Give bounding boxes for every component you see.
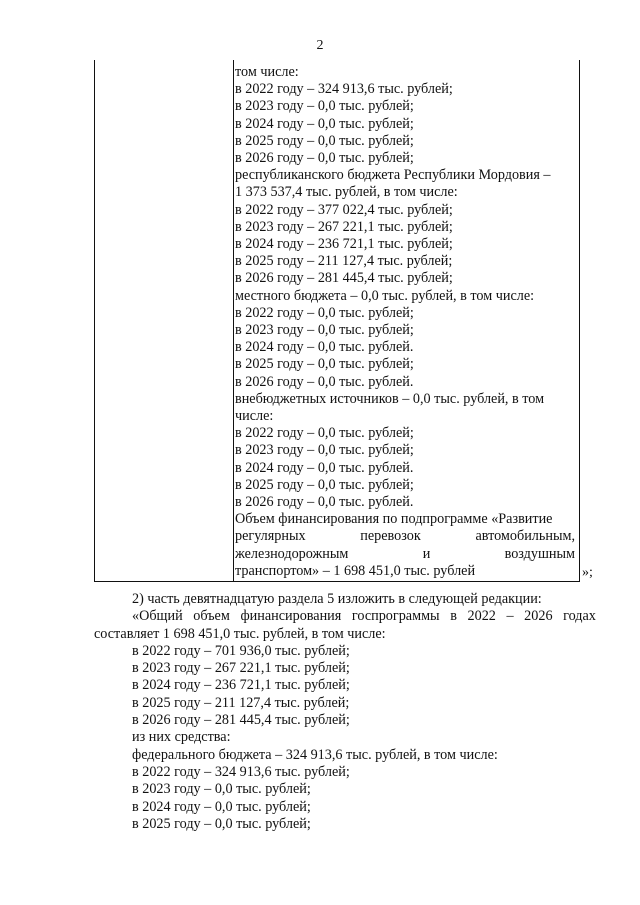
cell-line: в 2024 году – 236 721,1 тыс. рублей;	[235, 236, 453, 253]
cell-line: в 2024 году – 0,0 тыс. рублей.	[235, 339, 414, 356]
word: регулярных	[235, 528, 306, 545]
paragraph-justified-line	[94, 608, 596, 625]
cell-line: в 2023 году – 267 221,1 тыс. рублей;	[235, 218, 453, 235]
word: годах	[563, 608, 596, 625]
cell-line: в 2023 году – 0,0 тыс. рублей;	[235, 442, 414, 459]
cell-line: 1 373 537,4 тыс. рублей, в том числе:	[235, 184, 458, 201]
word: «Общий	[132, 608, 183, 625]
cell-line: в 2023 году – 0,0 тыс. рублей;	[235, 98, 414, 115]
total-year-line: в 2023 году – 267 221,1 тыс. рублей;	[132, 660, 350, 677]
total-year-line: в 2022 году – 701 936,0 тыс. рублей;	[132, 642, 350, 659]
total-year-line: в 2024 году – 236 721,1 тыс. рублей;	[132, 677, 350, 694]
cell-line: в 2026 году – 0,0 тыс. рублей.	[235, 373, 414, 390]
word: финансирования	[240, 608, 342, 625]
word: в	[450, 608, 457, 625]
page-number: 2	[316, 38, 324, 53]
cell-line: в 2024 году – 0,0 тыс. рублей.	[235, 459, 414, 476]
total-year-line: в 2025 году – 211 127,4 тыс. рублей;	[132, 694, 350, 711]
cell-line: в 2025 году – 211 127,4 тыс. рублей;	[235, 253, 453, 270]
column-divider	[233, 60, 234, 581]
of-them-line: из них средства:	[132, 729, 231, 746]
amendment-item: 2) часть девятнадцатую раздела 5 изложить в следующей редакции:	[132, 591, 542, 607]
cell-line: внебюджетных источников – 0,0 тыс. рублей, в том	[235, 390, 545, 407]
federal-year-line: в 2023 году – 0,0 тыс. рублей;	[132, 781, 311, 798]
financing-cell	[235, 64, 575, 580]
cell-line: в 2022 году – 0,0 тыс. рублей;	[235, 425, 414, 442]
word: 2022	[467, 608, 496, 625]
cell-line: в 2022 году – 0,0 тыс. рублей;	[235, 304, 414, 321]
cell-line: в 2026 году – 0,0 тыс. рублей.	[235, 494, 414, 511]
cell-line: в 2022 году – 324 913,6 тыс. рублей;	[235, 81, 453, 98]
cell-line: республиканского бюджета Республики Мордовия –	[235, 167, 551, 184]
cell-line: числе:	[235, 408, 274, 425]
total-year-line: в 2026 году – 281 445,4 тыс. рублей;	[132, 712, 350, 729]
cell-line: в 2026 году – 0,0 тыс. рублей;	[235, 150, 414, 167]
cell-justified-line	[235, 546, 575, 563]
cell-line: местного бюджета – 0,0 тыс. рублей, в том числе:	[235, 287, 535, 304]
word: и	[422, 545, 431, 562]
federal-year-line: в 2024 году – 0,0 тыс. рублей;	[132, 798, 311, 815]
cell-line: Объем финансирования по подпрограмме «Развитие	[235, 511, 553, 528]
federal-year-line: в 2025 году – 0,0 тыс. рублей;	[132, 815, 311, 832]
cell-line: в 2026 году – 281 445,4 тыс. рублей;	[235, 270, 453, 287]
cell-line: в 2024 году – 0,0 тыс. рублей;	[235, 115, 414, 132]
cell-justified-line	[235, 528, 575, 545]
word: 2026	[524, 608, 553, 625]
word: госпрограммы	[351, 608, 440, 625]
word: железнодорожным	[235, 545, 349, 562]
cell-line: в 2025 году – 0,0 тыс. рублей;	[235, 356, 414, 373]
cell-line: в 2022 году – 377 022,4 тыс. рублей;	[235, 201, 453, 218]
word: –	[506, 608, 514, 625]
word: объем	[193, 608, 230, 625]
word: воздушным	[504, 545, 575, 562]
paragraph-line: составляет 1 698 451,0 тыс. рублей, в том числе:	[94, 625, 386, 642]
closing-quote-mark: »;	[582, 565, 593, 580]
cell-line: в 2023 году – 0,0 тыс. рублей;	[235, 322, 414, 339]
body-text	[94, 591, 596, 833]
word: перевозок	[360, 528, 421, 545]
cell-line: том числе:	[235, 64, 299, 80]
passport-table	[94, 60, 580, 582]
federal-year-line: в 2022 году – 324 913,6 тыс. рублей;	[132, 763, 350, 780]
cell-line: в 2025 году – 0,0 тыс. рублей;	[235, 132, 414, 149]
word: автомобильным,	[475, 528, 575, 545]
cell-line: в 2025 году – 0,0 тыс. рублей;	[235, 476, 414, 493]
cell-line: транспортом» – 1 698 451,0 тыс. рублей	[235, 562, 476, 579]
federal-budget-line: федерального бюджета – 324 913,6 тыс. рублей, в том числе:	[132, 746, 498, 763]
